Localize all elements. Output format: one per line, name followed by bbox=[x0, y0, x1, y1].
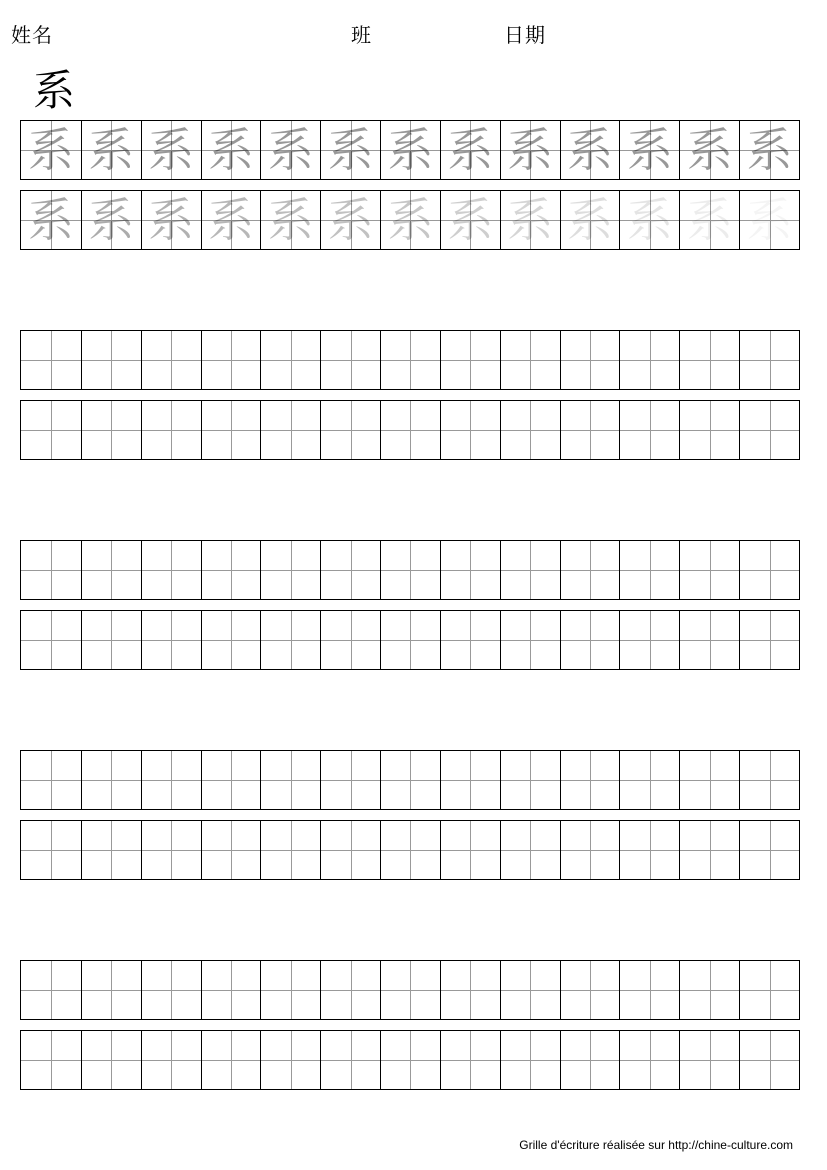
trace-character: 系 bbox=[507, 193, 554, 247]
grid-cell bbox=[500, 191, 560, 249]
trace-character: 系 bbox=[746, 123, 793, 177]
grid-cell bbox=[380, 121, 440, 179]
grid-cell bbox=[679, 611, 739, 669]
grid-cell bbox=[260, 121, 320, 179]
grid-cell bbox=[320, 961, 380, 1019]
guide-line-horizontal bbox=[381, 850, 440, 851]
grid-cell bbox=[260, 611, 320, 669]
guide-line-horizontal bbox=[740, 570, 799, 571]
grid-cell bbox=[380, 611, 440, 669]
grid-cell bbox=[141, 541, 201, 599]
guide-line-horizontal bbox=[321, 430, 380, 431]
name-label: 姓名 bbox=[11, 23, 53, 47]
trace-character: 系 bbox=[626, 193, 673, 247]
grid-cell bbox=[21, 611, 81, 669]
grid-cell bbox=[81, 611, 141, 669]
guide-line-horizontal bbox=[561, 780, 620, 781]
trace-character: 系 bbox=[88, 123, 135, 177]
trace-character: 系 bbox=[27, 193, 74, 247]
guide-line-horizontal bbox=[261, 360, 320, 361]
grid-cell bbox=[679, 191, 739, 249]
guide-line-horizontal bbox=[82, 360, 141, 361]
grid-cell bbox=[739, 121, 799, 179]
grid-cell bbox=[560, 331, 620, 389]
grid-cell bbox=[320, 611, 380, 669]
grid-cell bbox=[81, 1031, 141, 1089]
guide-line-horizontal bbox=[561, 360, 620, 361]
guide-line-horizontal bbox=[21, 360, 81, 361]
guide-line-horizontal bbox=[381, 780, 440, 781]
grid-cell bbox=[500, 611, 560, 669]
guide-line-horizontal bbox=[561, 850, 620, 851]
grid-cell bbox=[560, 611, 620, 669]
guide-line-horizontal bbox=[620, 780, 679, 781]
footer-credit: Grille d'écriture réalisée sur http://chine-culture.com bbox=[519, 1138, 793, 1152]
grid-cell bbox=[260, 191, 320, 249]
grid-cell bbox=[21, 191, 81, 249]
guide-line-horizontal bbox=[740, 780, 799, 781]
grid-cell bbox=[260, 331, 320, 389]
guide-line-horizontal bbox=[561, 570, 620, 571]
grid-cell bbox=[380, 401, 440, 459]
grid-cell bbox=[260, 401, 320, 459]
guide-line-horizontal bbox=[740, 850, 799, 851]
grid-cell bbox=[560, 961, 620, 1019]
guide-line-horizontal bbox=[202, 780, 261, 781]
guide-line-horizontal bbox=[441, 990, 500, 991]
trace-character: 系 bbox=[88, 193, 135, 247]
grid-cell bbox=[320, 121, 380, 179]
trace-character: 系 bbox=[327, 123, 374, 177]
guide-line-horizontal bbox=[740, 640, 799, 641]
grid-cell bbox=[380, 541, 440, 599]
blank-row bbox=[20, 540, 800, 600]
grid-cell bbox=[81, 541, 141, 599]
guide-line-horizontal bbox=[381, 990, 440, 991]
grid-cell bbox=[81, 821, 141, 879]
trace-character: 系 bbox=[567, 193, 614, 247]
trace-character: 系 bbox=[626, 123, 673, 177]
grid-cell bbox=[560, 121, 620, 179]
trace-character: 系 bbox=[686, 123, 733, 177]
guide-line-horizontal bbox=[82, 570, 141, 571]
grid-cell bbox=[201, 121, 261, 179]
blank-row bbox=[20, 750, 800, 810]
grid-cell bbox=[201, 961, 261, 1019]
trace-character: 系 bbox=[567, 123, 614, 177]
grid-cell bbox=[619, 191, 679, 249]
grid-cell bbox=[500, 401, 560, 459]
guide-line-horizontal bbox=[501, 780, 560, 781]
grid-cell bbox=[739, 821, 799, 879]
grid-cell bbox=[739, 751, 799, 809]
grid-cell bbox=[141, 1031, 201, 1089]
grid-cell bbox=[380, 821, 440, 879]
grid-cell bbox=[81, 121, 141, 179]
guide-line-horizontal bbox=[202, 430, 261, 431]
guide-line-horizontal bbox=[321, 570, 380, 571]
guide-line-horizontal bbox=[261, 570, 320, 571]
trace-character: 系 bbox=[207, 193, 254, 247]
guide-line-horizontal bbox=[680, 360, 739, 361]
guide-line-horizontal bbox=[261, 990, 320, 991]
grid-cell bbox=[440, 1031, 500, 1089]
guide-line-horizontal bbox=[381, 1060, 440, 1061]
grid-cell bbox=[201, 541, 261, 599]
guide-line-horizontal bbox=[82, 850, 141, 851]
grid-cell bbox=[380, 331, 440, 389]
grid-cell bbox=[560, 191, 620, 249]
model-character: 系 bbox=[33, 66, 76, 115]
grid-cell bbox=[141, 751, 201, 809]
practice-row bbox=[20, 120, 800, 180]
grid-cell bbox=[141, 611, 201, 669]
grid-cell bbox=[201, 401, 261, 459]
grid-cell bbox=[320, 401, 380, 459]
guide-line-horizontal bbox=[441, 780, 500, 781]
guide-line-horizontal bbox=[680, 990, 739, 991]
grid-cell bbox=[619, 331, 679, 389]
grid-cell bbox=[440, 821, 500, 879]
grid-cell bbox=[201, 191, 261, 249]
grid-cell bbox=[81, 331, 141, 389]
grid-cell bbox=[679, 331, 739, 389]
grid-cell bbox=[380, 191, 440, 249]
guide-line-horizontal bbox=[82, 640, 141, 641]
guide-line-horizontal bbox=[501, 640, 560, 641]
guide-line-horizontal bbox=[82, 780, 141, 781]
grid-cell bbox=[619, 401, 679, 459]
guide-line-horizontal bbox=[680, 1060, 739, 1061]
trace-character: 系 bbox=[27, 123, 74, 177]
grid-cell bbox=[679, 1031, 739, 1089]
guide-line-horizontal bbox=[321, 360, 380, 361]
grid-cell bbox=[619, 1031, 679, 1089]
guide-line-horizontal bbox=[501, 850, 560, 851]
grid-cell bbox=[320, 1031, 380, 1089]
guide-line-horizontal bbox=[441, 1060, 500, 1061]
guide-line-horizontal bbox=[561, 640, 620, 641]
guide-line-horizontal bbox=[82, 1060, 141, 1061]
grid-cell bbox=[440, 611, 500, 669]
grid-cell bbox=[619, 541, 679, 599]
guide-line-horizontal bbox=[142, 570, 201, 571]
grid-cell bbox=[619, 821, 679, 879]
trace-character: 系 bbox=[447, 193, 494, 247]
guide-line-horizontal bbox=[620, 360, 679, 361]
grid-cell bbox=[201, 1031, 261, 1089]
grid-cell bbox=[679, 401, 739, 459]
grid-cell bbox=[141, 821, 201, 879]
guide-line-horizontal bbox=[441, 430, 500, 431]
grid-cell bbox=[201, 611, 261, 669]
grid-cell bbox=[320, 541, 380, 599]
grid-cell bbox=[320, 821, 380, 879]
guide-line-horizontal bbox=[620, 1060, 679, 1061]
grid-cell bbox=[560, 751, 620, 809]
grid-cell bbox=[440, 401, 500, 459]
guide-line-horizontal bbox=[620, 990, 679, 991]
grid-cell bbox=[141, 961, 201, 1019]
guide-line-horizontal bbox=[740, 990, 799, 991]
guide-line-horizontal bbox=[202, 360, 261, 361]
trace-character: 系 bbox=[507, 123, 554, 177]
guide-line-horizontal bbox=[21, 570, 81, 571]
guide-line-horizontal bbox=[620, 850, 679, 851]
grid-cell bbox=[500, 541, 560, 599]
guide-line-horizontal bbox=[261, 850, 320, 851]
guide-line-horizontal bbox=[142, 780, 201, 781]
grid-cell bbox=[81, 961, 141, 1019]
guide-line-horizontal bbox=[202, 990, 261, 991]
guide-line-horizontal bbox=[381, 640, 440, 641]
grid-cell bbox=[500, 1031, 560, 1089]
guide-line-horizontal bbox=[441, 570, 500, 571]
guide-line-horizontal bbox=[21, 780, 81, 781]
grid-cell bbox=[500, 821, 560, 879]
guide-line-horizontal bbox=[321, 640, 380, 641]
grid-cell bbox=[320, 191, 380, 249]
grid-cell bbox=[560, 1031, 620, 1089]
grid-cell bbox=[619, 751, 679, 809]
grid-cell bbox=[141, 401, 201, 459]
guide-line-horizontal bbox=[561, 1060, 620, 1061]
grid-cell bbox=[21, 331, 81, 389]
guide-line-horizontal bbox=[321, 1060, 380, 1061]
grid-cell bbox=[560, 541, 620, 599]
grid-cell bbox=[679, 751, 739, 809]
guide-line-horizontal bbox=[261, 780, 320, 781]
grid-cell bbox=[679, 821, 739, 879]
grid-cell bbox=[21, 961, 81, 1019]
guide-line-horizontal bbox=[501, 360, 560, 361]
guide-line-horizontal bbox=[620, 430, 679, 431]
trace-character: 系 bbox=[267, 123, 314, 177]
grid-cell bbox=[560, 821, 620, 879]
grid-cell bbox=[260, 821, 320, 879]
guide-line-horizontal bbox=[441, 850, 500, 851]
guide-line-horizontal bbox=[501, 430, 560, 431]
trace-character: 系 bbox=[267, 193, 314, 247]
guide-line-horizontal bbox=[202, 1060, 261, 1061]
trace-character: 系 bbox=[207, 123, 254, 177]
grid-cell bbox=[260, 541, 320, 599]
grid-cell bbox=[21, 541, 81, 599]
guide-line-horizontal bbox=[321, 780, 380, 781]
guide-line-horizontal bbox=[501, 1060, 560, 1061]
grid-cell bbox=[619, 611, 679, 669]
guide-line-horizontal bbox=[620, 570, 679, 571]
grid-cell bbox=[739, 611, 799, 669]
blank-row bbox=[20, 330, 800, 390]
guide-line-horizontal bbox=[202, 640, 261, 641]
grid-cell bbox=[739, 1031, 799, 1089]
guide-line-horizontal bbox=[142, 430, 201, 431]
trace-character: 系 bbox=[327, 193, 374, 247]
guide-line-horizontal bbox=[680, 780, 739, 781]
grid-cell bbox=[380, 751, 440, 809]
class-label: 班 bbox=[351, 23, 372, 47]
guide-line-horizontal bbox=[142, 1060, 201, 1061]
guide-line-horizontal bbox=[142, 850, 201, 851]
grid-cell bbox=[21, 401, 81, 459]
blank-row bbox=[20, 400, 800, 460]
grid-cell bbox=[619, 961, 679, 1019]
guide-line-horizontal bbox=[142, 990, 201, 991]
grid-cell bbox=[739, 401, 799, 459]
guide-line-horizontal bbox=[501, 990, 560, 991]
guide-line-horizontal bbox=[441, 640, 500, 641]
guide-line-horizontal bbox=[321, 850, 380, 851]
guide-line-horizontal bbox=[21, 1060, 81, 1061]
guide-line-horizontal bbox=[21, 430, 81, 431]
grid-cell bbox=[201, 821, 261, 879]
guide-line-horizontal bbox=[21, 640, 81, 641]
guide-line-horizontal bbox=[561, 430, 620, 431]
guide-line-horizontal bbox=[620, 640, 679, 641]
grid-cell bbox=[260, 961, 320, 1019]
grid-cell bbox=[500, 961, 560, 1019]
grid-cell bbox=[440, 331, 500, 389]
guide-line-horizontal bbox=[441, 360, 500, 361]
guide-line-horizontal bbox=[740, 360, 799, 361]
grid-cell bbox=[739, 191, 799, 249]
blank-row bbox=[20, 820, 800, 880]
grid-cell bbox=[21, 1031, 81, 1089]
grid-cell bbox=[21, 751, 81, 809]
grid-cell bbox=[679, 961, 739, 1019]
grid-cell bbox=[201, 331, 261, 389]
grid-cell bbox=[320, 331, 380, 389]
grid-cell bbox=[141, 191, 201, 249]
grid-cell bbox=[380, 961, 440, 1019]
guide-line-horizontal bbox=[740, 1060, 799, 1061]
grid-cell bbox=[440, 191, 500, 249]
grid-cell bbox=[500, 121, 560, 179]
grid-cell bbox=[141, 331, 201, 389]
grid-cell bbox=[260, 1031, 320, 1089]
guide-line-horizontal bbox=[680, 640, 739, 641]
guide-line-horizontal bbox=[381, 360, 440, 361]
trace-character: 系 bbox=[447, 123, 494, 177]
guide-line-horizontal bbox=[202, 570, 261, 571]
guide-line-horizontal bbox=[261, 640, 320, 641]
grid-cell bbox=[440, 121, 500, 179]
grid-cell bbox=[739, 961, 799, 1019]
guide-line-horizontal bbox=[142, 360, 201, 361]
blank-row bbox=[20, 960, 800, 1020]
guide-line-horizontal bbox=[740, 430, 799, 431]
grid-cell bbox=[500, 751, 560, 809]
grid-cell bbox=[201, 751, 261, 809]
grid-cell bbox=[560, 401, 620, 459]
date-label: 日期 bbox=[504, 23, 546, 47]
grid-cell bbox=[21, 821, 81, 879]
guide-line-horizontal bbox=[202, 850, 261, 851]
grid-cell bbox=[21, 121, 81, 179]
guide-line-horizontal bbox=[21, 850, 81, 851]
trace-character: 系 bbox=[148, 123, 195, 177]
grid-cell bbox=[260, 751, 320, 809]
guide-line-horizontal bbox=[680, 570, 739, 571]
grid-cell bbox=[500, 331, 560, 389]
guide-line-horizontal bbox=[142, 640, 201, 641]
trace-character: 系 bbox=[686, 193, 733, 247]
guide-line-horizontal bbox=[381, 430, 440, 431]
grid-cell bbox=[440, 751, 500, 809]
trace-character bbox=[740, 191, 799, 249]
grid-cell bbox=[619, 121, 679, 179]
guide-line-horizontal bbox=[680, 430, 739, 431]
guide-line-horizontal bbox=[321, 990, 380, 991]
grid-cell bbox=[679, 121, 739, 179]
grid-cell bbox=[739, 541, 799, 599]
guide-line-horizontal bbox=[381, 570, 440, 571]
guide-line-horizontal bbox=[680, 850, 739, 851]
guide-line-horizontal bbox=[82, 430, 141, 431]
grid-cell bbox=[679, 541, 739, 599]
grid-cell bbox=[81, 751, 141, 809]
blank-row bbox=[20, 610, 800, 670]
blank-row bbox=[20, 1030, 800, 1090]
guide-line-horizontal bbox=[82, 990, 141, 991]
grid-cell bbox=[81, 191, 141, 249]
trace-character: 系 bbox=[387, 193, 434, 247]
grid-cell bbox=[141, 121, 201, 179]
grid-cell bbox=[440, 541, 500, 599]
trace-character: 系 bbox=[387, 123, 434, 177]
grid-cell bbox=[440, 961, 500, 1019]
practice-row bbox=[20, 190, 800, 250]
guide-line-horizontal bbox=[561, 990, 620, 991]
grid-cell bbox=[81, 401, 141, 459]
trace-character: 系 bbox=[148, 193, 195, 247]
guide-line-horizontal bbox=[501, 570, 560, 571]
guide-line-horizontal bbox=[21, 990, 81, 991]
grid-cell bbox=[380, 1031, 440, 1089]
guide-line-horizontal bbox=[261, 1060, 320, 1061]
grid-cell bbox=[739, 331, 799, 389]
grid-cell bbox=[320, 751, 380, 809]
guide-line-horizontal bbox=[261, 430, 320, 431]
